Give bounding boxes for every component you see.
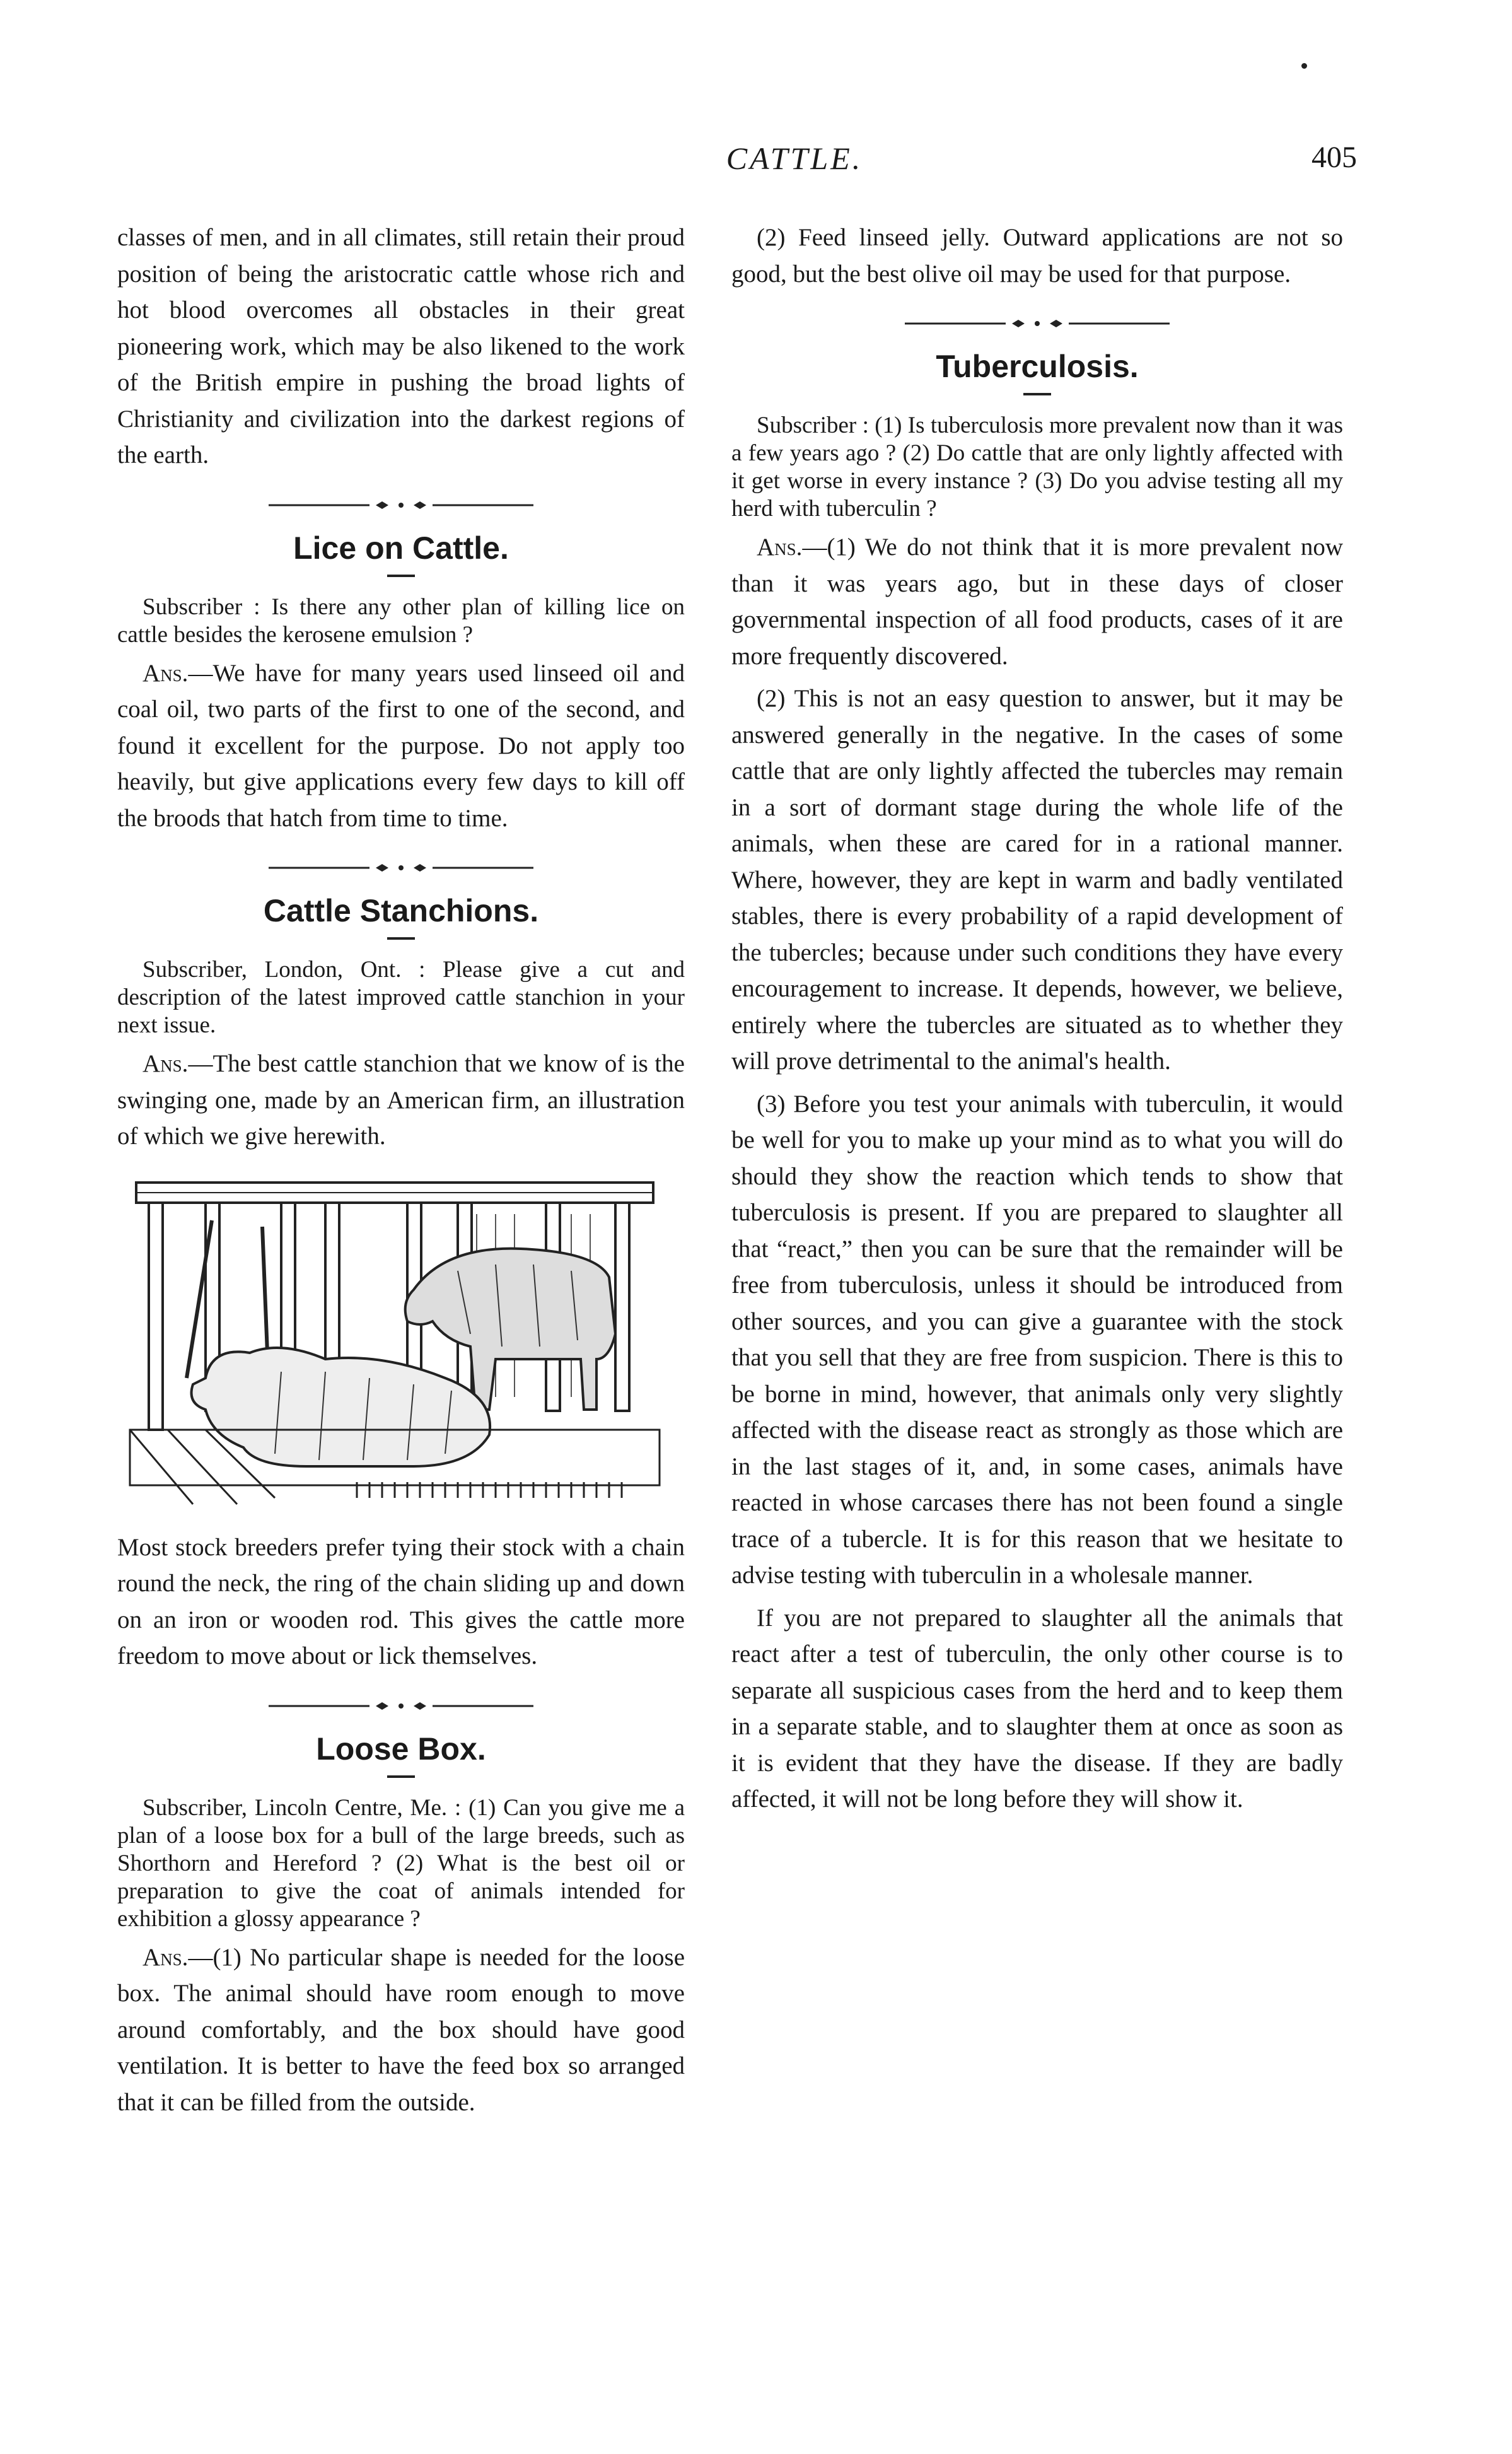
ink-speck: [1301, 63, 1307, 69]
answer-label: Ans.: [142, 659, 189, 687]
tuberculosis-answer-1-text: —(1) We do not think that it is more prevalent now than it was years ago, but in these days of closer governmental inspection of all food products, cases of it are more frequently discovered.: [731, 534, 1343, 670]
lice-answer-text: —We have for many years used linseed oil and coal oil, two parts of the first to one of the second, and found it excellent for the purpose. Do not apply too heavily, but give applications every few days to kill off the broods that hatch from time to time.: [117, 659, 685, 832]
tuberculosis-answer-4: If you are not prepared to slaughter all the animals that react after a test of tuberculin, the only other course is to separate all suspicious cases from the herd and to keep them in a separate stable, and to slaughter them at once as soon as it is evident that they have the disease. If they are badly affected, it will not be long before they will show it.: [731, 1604, 1343, 1813]
stanchions-answer-text: —The best cattle stanchion that we know of is the swinging one, made by an American firm, an illustration of which we give herewith.: [117, 1050, 685, 1150]
answer-label: Ans.: [142, 1050, 189, 1077]
lice-question: Subscriber : Is there any other plan of killing lice on cattle besides the kerosene emulsion ?: [117, 593, 685, 648]
answer-label: Ans.: [142, 1943, 189, 1971]
lice-answer: [117, 655, 685, 837]
answer-label: Ans.: [757, 534, 803, 561]
section-divider-ornament: [269, 862, 533, 874]
tuberculosis-answer-3: (3) Before you test your animals with tuberculin, it would be well for you to make up your mind as to what you will do should they show the reaction which tends to show that tuberculosis is present. If you are prepared to slaughter all that “react,” then you can be sure that the remainder will be free from tuberculosis, unless it should be introduced from other sources, and you can give a guarantee with the stock that you sell that they are free from suspicion. There is this to be borne in mind, however, that animals only very slightly affected with the disease react as strongly as those which are in the last stages of it, and, in some cases, animals have reacted in whose carcases there has not been found a single trace of a tubercle. It is for this reason that we hesitate to advise testing with tuberculin in a wholesale manner.: [731, 1090, 1343, 1589]
heading-rule: [1023, 393, 1051, 395]
heading-rule: [387, 1775, 415, 1778]
stanchions-answer: [117, 1046, 685, 1155]
loose-box-heading: Loose Box.: [316, 1731, 486, 1767]
stanchions-heading: Cattle Stanchions.: [263, 893, 539, 928]
section-divider-ornament: [269, 1700, 533, 1712]
loose-box-continuation: (2) Feed linseed jelly. Outward applications are not so good, but the best olive oil may be used for that purpose.: [731, 224, 1343, 288]
stanchions-question: Subscriber, London, Ont. : Please give a cut and description of the latest improved cattle stanchion in your next issue.: [117, 957, 685, 1038]
loose-box-answer-text: —(1) No particular shape is needed for the loose box. The animal should have room enough to move around comfortably, and the box should have good ventilation. It is better to have the feed box so arranged that it can be filled from the outside.: [117, 1943, 685, 2116]
heading-rule: [387, 937, 415, 940]
tuberculosis-answer-1: [731, 529, 1343, 674]
loose-box-question: Subscriber, Lincoln Centre, Me. : (1) Can you give me a plan of a loose box for a bull of the large breeds, such as Shorthorn and Hereford ? (2) What is the best oil or preparation to give the coat of animals intended for exhibition a glossy appearance ?: [117, 1794, 685, 1932]
tuberculosis-heading: Tuberculosis.: [936, 349, 1139, 384]
section-divider-ornament: [269, 499, 533, 511]
heading-rule: [387, 575, 415, 577]
stanchions-after-figure: Most stock breeders prefer tying their stock with a chain round the neck, the ring of the chain sliding up and down on an iron or wooden rod. This gives the cattle more freedom to move about or lick themselves.: [117, 1533, 685, 1669]
tuberculosis-answer-2: (2) This is not an easy question to answer, but it may be answered generally in the negative. In the cases of some cattle that are only lightly affected the tubercles may remain in a sort of dormant stage during the whole life of the animals, when these are cared for in a rational manner. Where, however, they are kept in warm and badly ventilated stables, there is every probability of a rapid development of the tubercles; because under such conditions they have every encouragement to increase. It depends, however, we believe, entirely where the tubercles are situated as to whether they will prove detrimental to the animal's health.: [731, 685, 1343, 1075]
left-column: [117, 219, 685, 2127]
loose-box-answer: [117, 1939, 685, 2121]
right-column: [731, 219, 1343, 1824]
intro-paragraph: classes of men, and in all climates, still retain their proud position of being the aristocratic cattle whose rich and hot blood overcomes all obstacles in their great pioneering work, which may be also likened to the work of the British empire in pushing the broad lights of Christianity and civilization into the darkest regions of the earth.: [117, 224, 685, 469]
running-head: CATTLE.: [726, 141, 863, 176]
stanchion-illustration: [117, 1170, 672, 1510]
page-number: 405: [1311, 141, 1357, 174]
tuberculosis-question: Subscriber : (1) Is tuberculosis more prevalent now than it was a few years ago ? (2) Do cattle that are only lightly affected with it get worse in every instance ? (3) Do you advise testing all my herd with tuberculin ?: [731, 412, 1343, 522]
section-divider-ornament: [905, 317, 1170, 330]
lice-heading: Lice on Cattle.: [293, 530, 509, 566]
